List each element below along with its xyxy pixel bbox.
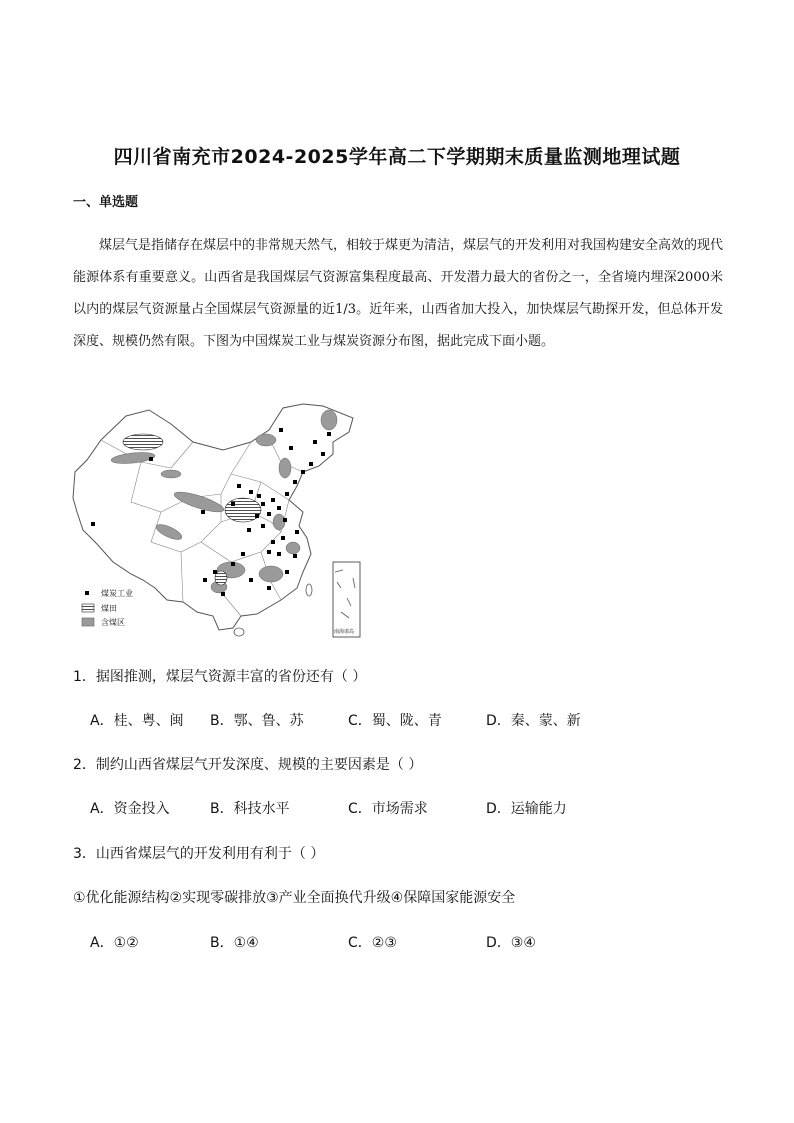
q2-option-a[interactable]: A．资金投入 xyxy=(90,801,170,817)
q2-option-d[interactable]: D．运输能力 xyxy=(486,801,567,817)
legend-coal-region: 含煤区 xyxy=(101,618,125,627)
q3-option-c[interactable]: C．②③ xyxy=(348,935,397,951)
q3-option-b[interactable]: B．①④ xyxy=(210,935,259,951)
q1-option-d[interactable]: D．秦、蒙、新 xyxy=(486,713,581,729)
question-1-stem: 1．据图推测，煤层气资源丰富的省份还有（ ） xyxy=(73,669,367,685)
question-2-stem: 2．制约山西省煤层气开发深度、规模的主要因素是（ ） xyxy=(73,757,423,773)
question-3-statements: ①优化能源结构②实现零碳排放③产业全面换代升级④保障国家能源安全 xyxy=(73,890,516,906)
legend-point-symbol xyxy=(85,591,89,595)
inset-label: 南海诸岛 xyxy=(334,629,355,635)
question-3-stem: 3．山西省煤层气的开发利用有利于（ ） xyxy=(73,846,325,862)
q1-option-c[interactable]: C．蜀、陇、青 xyxy=(348,713,442,729)
legend-hatch-symbol xyxy=(82,604,94,612)
q2-option-b[interactable]: B．科技水平 xyxy=(210,801,290,817)
section-heading: 一、单选题 xyxy=(73,195,139,210)
china-coal-map xyxy=(71,402,361,638)
legend-coal-field: 煤田 xyxy=(101,604,117,613)
q2-option-c[interactable]: C．市场需求 xyxy=(348,801,428,817)
inset-frame xyxy=(333,562,360,637)
legend-gray-symbol xyxy=(82,618,94,626)
legend-coal-industry: 煤炭工业 xyxy=(101,589,133,598)
q3-option-a[interactable]: A．①② xyxy=(90,935,139,951)
reading-passage: 煤层气是指储存在煤层中的非常规天然气，相较于煤更为清洁，煤层气的开发利用对我国构建安全高效的现代能源体系有重要意义。山西省是我国煤层气资源富集程度最高、开发潜力最大的省份之一，全省境内埋深2000米以内的煤层气资源量占全国煤层气资源量的近1/3。近年来，山西省加大投入，加快煤层气勘探开发，但总体开发深度、规模仍然有限。下图为中国煤炭工业与煤炭资源分布图，据此完成下面小题。 xyxy=(73,238,724,349)
page-title: 四川省南充市2024-2025学年高二下学期期末质量监测地理试题 xyxy=(113,146,681,168)
q1-option-b[interactable]: B．鄂、鲁、苏 xyxy=(210,713,304,729)
q3-option-d[interactable]: D．③④ xyxy=(486,935,536,951)
q1-option-a[interactable]: A．桂、粤、闽 xyxy=(90,713,184,729)
